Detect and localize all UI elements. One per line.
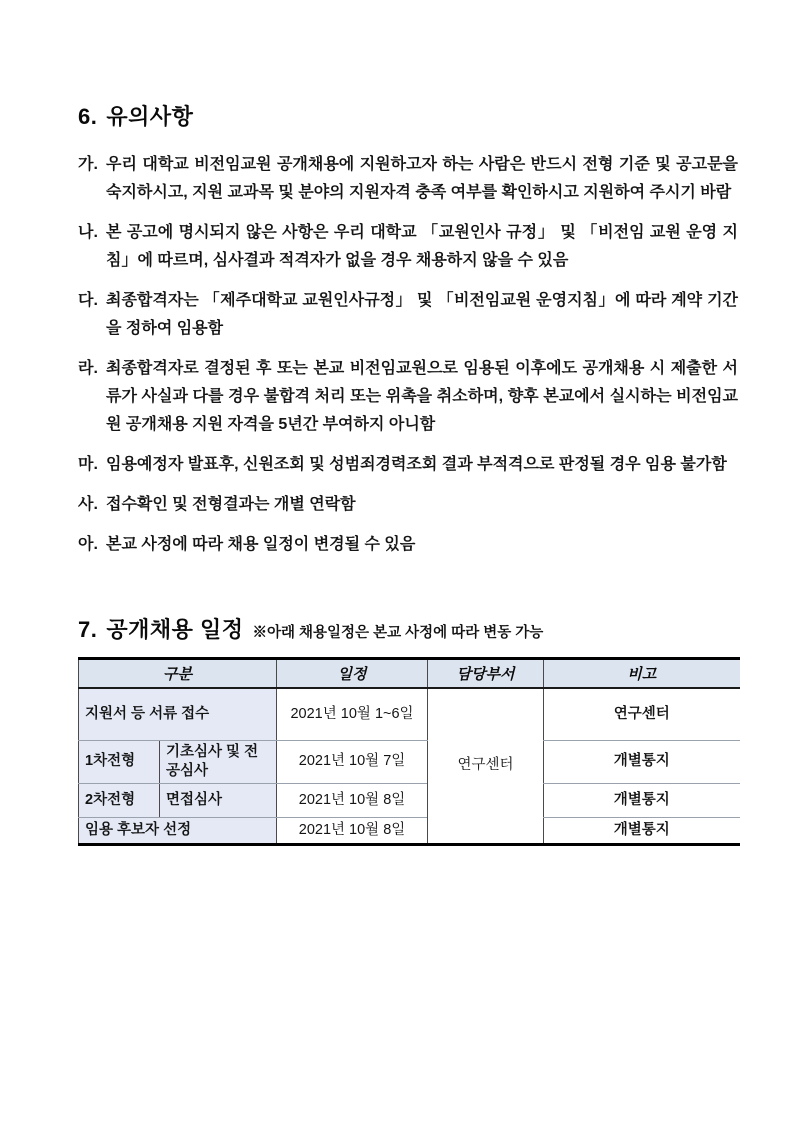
note-item-a [78, 531, 738, 559]
section6-number: 6. [78, 104, 98, 129]
cell-row3-detail: 면접심사 [160, 783, 277, 817]
table-row-candidate-selection [79, 817, 740, 844]
table-row-second-screening [79, 783, 740, 817]
note-item-na [78, 219, 738, 275]
note-item-label: 다. [78, 292, 98, 309]
cell-row4-gubun: 임용 후보자 선정 [79, 817, 277, 844]
header-cell-dept: 담당부서 [428, 659, 544, 688]
note-item-ra [78, 355, 738, 439]
section-schedule [78, 613, 738, 846]
note-item-label: 나. [78, 224, 98, 241]
note-item-text: 최종합격자는 「제주대학교 교원인사규정」 및 「비전임교원 운영지침」에 따라 계약 기간을 정하여 임용함 [106, 292, 738, 337]
cell-row4-schedule: 2021년 10월 8일 [277, 817, 428, 844]
cell-row2-stage: 1차전형 [79, 741, 160, 784]
note-item-text: 본교 사정에 따라 채용 일정이 변경될 수 있음 [106, 536, 416, 553]
note-item-ma [78, 451, 738, 479]
section6-title: 유의사항 [106, 104, 194, 129]
cell-dept-merged: 연구센터 [428, 688, 544, 845]
cell-row1-gubun: 지원서 등 서류 접수 [79, 688, 277, 741]
note-item-label: 마. [78, 456, 98, 473]
note-item-label: 사. [78, 496, 98, 513]
cell-row3-schedule: 2021년 10월 8일 [277, 783, 428, 817]
section6-heading [78, 100, 738, 131]
cell-row1-schedule: 2021년 10월 1~6일 [277, 688, 428, 741]
section7-heading [78, 613, 738, 644]
table-row-first-screening [79, 741, 740, 784]
table-row-application [79, 688, 740, 741]
table-header-row [79, 659, 740, 688]
section-notes [78, 100, 738, 559]
header-cell-schedule: 일정 [277, 659, 428, 688]
note-item-text: 임용예정자 발표후, 신원조회 및 성범죄경력조회 결과 부적격으로 판정될 경우 임용 불가함 [106, 456, 727, 473]
cell-row3-stage: 2차전형 [79, 783, 160, 817]
note-item-text: 본 공고에 명시되지 않은 사항은 우리 대학교 「교원인사 규정」 및 「비전임 교원 운영 지침」에 따르며, 심사결과 적격자가 없을 경우 채용하지 않을 수 있음 [106, 224, 738, 269]
header-cell-bigo: 비고 [544, 659, 740, 688]
section7-number: 7. [78, 617, 98, 642]
cell-row2-detail: 기초심사 및 전공심사 [160, 741, 277, 784]
document-body [78, 100, 738, 846]
note-item-text: 우리 대학교 비전임교원 공개채용에 지원하고자 하는 사람은 반드시 전형 기준 및 공고문을 숙지하시고, 지원 교과목 및 분야의 지원자격 충족 여부를 확인하시고 지원하여 주시기 바람 [106, 156, 738, 201]
note-item-da [78, 287, 738, 343]
note-item-label: 아. [78, 536, 98, 553]
note-item-label: 라. [78, 360, 98, 377]
note-item-text: 최종합격자로 결정된 후 또는 본교 비전임교원으로 임용된 이후에도 공개채용 시 제출한 서류가 사실과 다를 경우 불합격 처리 또는 위촉을 취소하며, 향후 본교에서 실시하는 비전임교원 공개채용 지원 자격을 5년간 부여하지 아니함 [106, 360, 738, 433]
note-item-ga [78, 151, 738, 207]
header-cell-gubun: 구분 [79, 659, 277, 688]
notes-list [78, 151, 738, 559]
cell-row3-bigo: 개별통지 [544, 783, 740, 817]
note-item-text: 접수확인 및 전형결과는 개별 연락함 [106, 496, 356, 513]
cell-row4-bigo: 개별통지 [544, 817, 740, 844]
note-item-label: 가. [78, 156, 98, 173]
section7-note: ※아래 채용일정은 본교 사정에 따라 변동 가능 [252, 625, 544, 641]
cell-row2-bigo: 개별통지 [544, 741, 740, 784]
schedule-table [78, 657, 740, 846]
cell-row1-bigo: 연구센터 [544, 688, 740, 741]
section7-title: 공개채용 일정 [106, 617, 244, 642]
note-item-sa [78, 491, 738, 519]
cell-row2-schedule: 2021년 10월 7일 [277, 741, 428, 784]
